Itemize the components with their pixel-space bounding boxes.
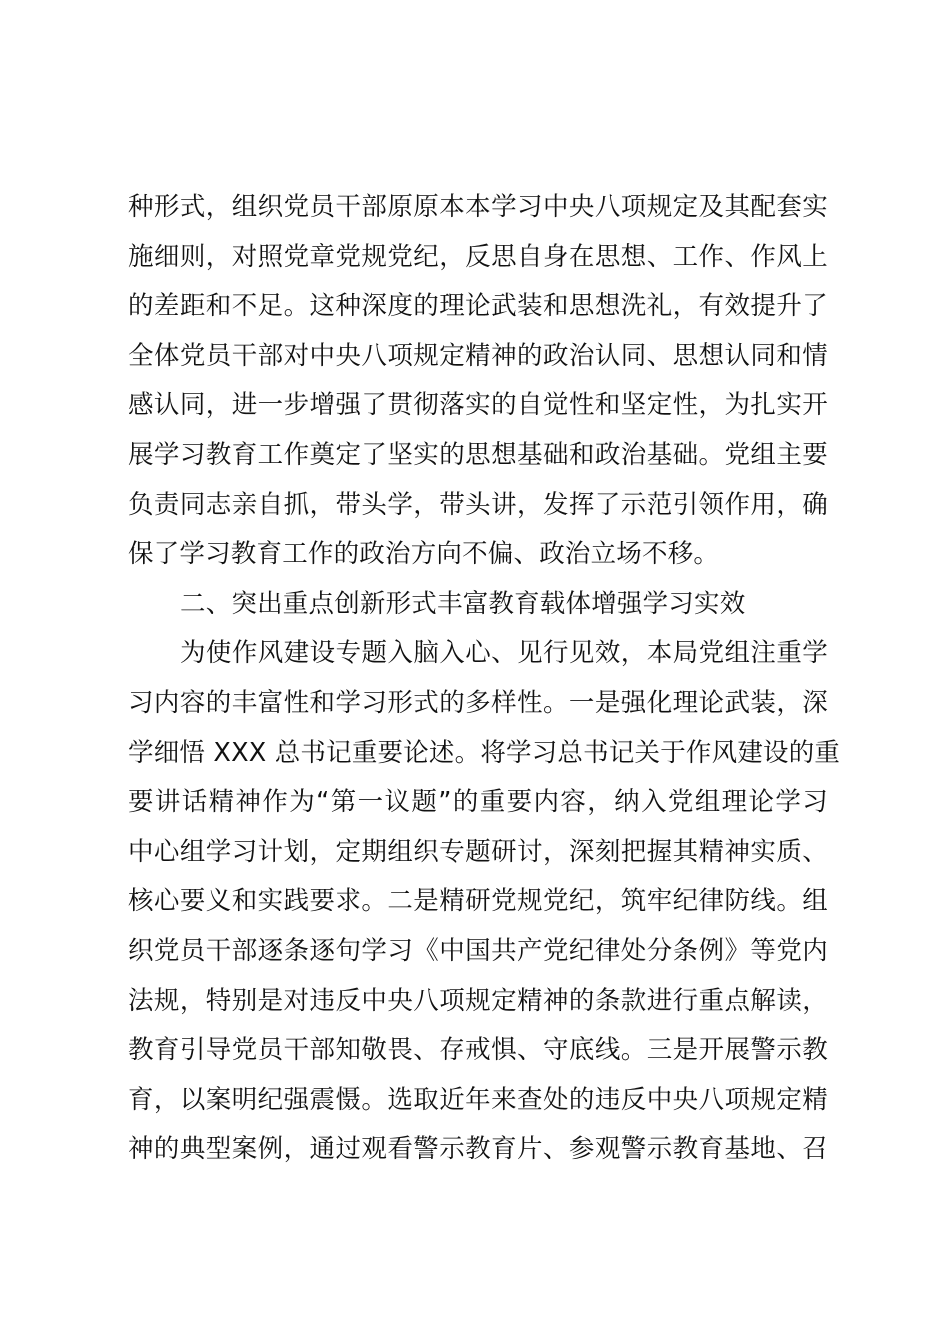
text-line: 教育引导党员干部知敬畏、存戒惧、守底线。三是开展警示教	[128, 1035, 828, 1066]
text-line: 育，以案明纪强震慑。选取近年来查处的违反中央八项规定精	[128, 1084, 828, 1115]
paragraph-section-two	[128, 629, 841, 1175]
text-line: 的差距和不足。这种深度的理论武装和思想洗礼，有效提升了	[128, 291, 828, 322]
paragraph-continued	[128, 183, 828, 580]
text-line: 神的典型案例，通过观看警示教育片、参观警示教育基地、召	[128, 1134, 828, 1165]
text-line: 展学习教育工作奠定了坚实的思想基础和政治基础。党组主要	[128, 439, 828, 470]
text-line: 中心组学习计划，定期组织专题研讨，深刻把握其精神实质、	[128, 836, 828, 867]
section-heading: 二、突出重点创新形式丰富教育载体增强学习实效	[180, 588, 746, 619]
text-line: 全体党员干部对中央八项规定精神的政治认同、思想认同和情	[128, 340, 828, 371]
text-line: 要讲话精神作为“第一议题”的重要内容，纳入党组理论学习	[128, 787, 828, 818]
text-line: 施细则，对照党章党规党纪，反思自身在思想、工作、作风上	[128, 241, 828, 272]
text-line: 法规，特别是对违反中央八项规定精神的条款进行重点解读，	[128, 985, 828, 1016]
text-line: 织党员干部逐条逐句学习《中国共产党纪律处分条例》等党内	[128, 935, 828, 966]
text-line: 负责同志亲自抓，带头学，带头讲，发挥了示范引领作用，确	[128, 489, 828, 520]
text-line: 感认同，进一步增强了贯彻落实的自觉性和坚定性，为扎实开	[128, 390, 828, 421]
text-line: 习内容的丰富性和学习形式的多样性。一是强化理论武装，深	[128, 687, 828, 718]
text-line: 保了学习教育工作的政治方向不偏、政治立场不移。	[128, 539, 720, 570]
text-line: 种形式，组织党员干部原原本本学习中央八项规定及其配套实	[128, 192, 828, 222]
text-line: 为使作风建设专题入脑入心、见行见效，本局党组注重学	[180, 638, 828, 669]
text-line: 核心要义和实践要求。二是精研党规党纪，筑牢纪律防线。组	[128, 886, 828, 917]
document-body	[128, 183, 841, 1175]
text-line: 学细悟 XXX 总书记重要论述。将学习总书记关于作风建设的重	[128, 737, 841, 768]
